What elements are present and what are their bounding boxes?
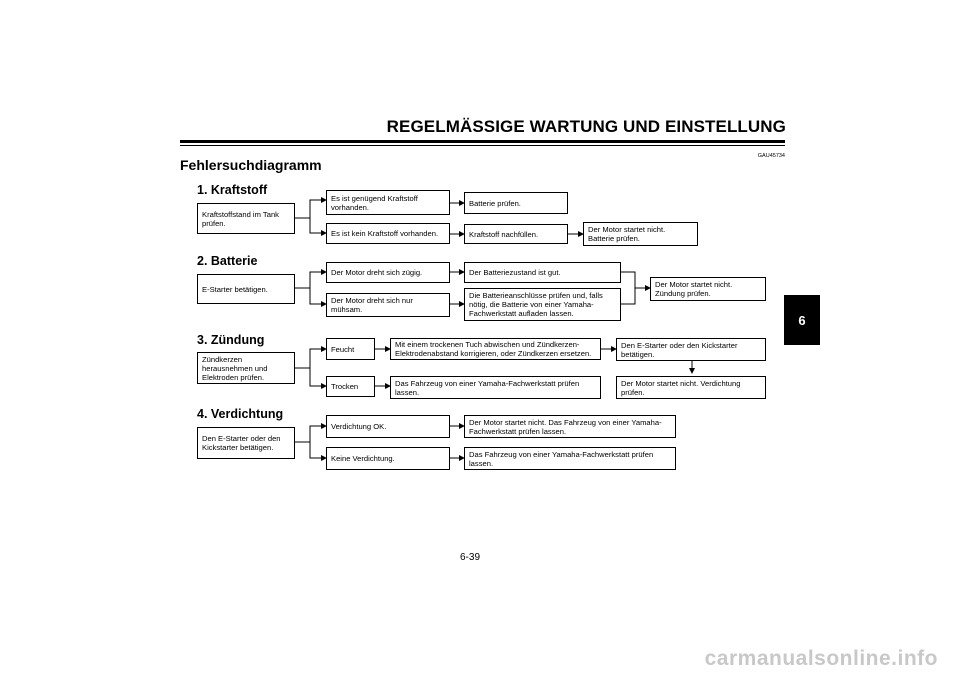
branch-engine-turns-fast: Der Motor dreht sich zügig. [326, 262, 450, 283]
step-press-e-starter: E-Starter betätigen. [197, 274, 295, 304]
chapter-tab: 6 [784, 295, 820, 345]
branch-no-compression: Keine Verdichtung. [326, 447, 450, 470]
step-check-fuel-level: Kraftstoffstand im Tank prüfen. [197, 203, 295, 234]
step-press-starter-compression: Den E-Starter oder den Kickstarter betätigen. [197, 427, 295, 459]
final-check-compression: Der Motor startet nicht. Verdichtung prüfen. [616, 376, 766, 399]
final-engine-not-start-ignition: Der Motor startet nicht. Zündung prüfen. [650, 277, 766, 301]
section-heading-kraftstoff: 1. Kraftstoff [197, 183, 268, 197]
result-clean-spark-plugs: Mit einem trockenen Tuch abwischen und Zündkerzen- Elektrodenabstand korrigieren, oder Zündkerzen ersetzen. [390, 338, 601, 360]
page-title: REGELMÄSSIGE WARTUNG UND EINSTELLUNG [386, 117, 786, 136]
result-dealer-check-compression: Das Fahrzeug von einer Yamaha-Fachwerkstatt prüfen lassen. [464, 447, 676, 470]
section-title: Fehlersuchdiagramm [180, 157, 322, 173]
branch-fuel-present: Es ist genügend Kraftstoff vorhanden. [326, 190, 450, 215]
branch-wet: Feucht [326, 338, 375, 360]
result-dealer-check: Das Fahrzeug von einer Yamaha-Fachwerkstatt prüfen lassen. [390, 376, 601, 399]
section-heading-verdichtung: 4. Verdichtung [197, 407, 284, 421]
result-engine-not-start-dealer: Der Motor startet nicht. Das Fahrzeug von einer Yamaha- Fachwerkstatt prüfen lassen. [464, 415, 676, 438]
section-heading-batterie: 2. Batterie [197, 254, 258, 268]
branch-compression-ok: Verdichtung OK. [326, 415, 450, 438]
branch-dry: Trocken [326, 376, 375, 397]
result-refill-fuel: Kraftstoff nachfüllen. [464, 224, 568, 244]
final-engine-not-start-battery: Der Motor startet nicht. Batterie prüfen. [583, 222, 698, 246]
watermark: carmanualsonline.info [704, 647, 938, 670]
final-press-starter: Den E-Starter oder den Kickstarter betätigen. [616, 338, 766, 361]
result-charge-battery: Die Batterieanschlüsse prüfen und, falls nötig, die Batterie von einer Yamaha- Fachwerkstatt aufladen lassen. [464, 288, 621, 321]
result-check-battery: Batterie prüfen. [464, 192, 568, 214]
result-battery-good: Der Batteriezustand ist gut. [464, 262, 621, 283]
branch-no-fuel: Es ist kein Kraftstoff vorhanden. [326, 223, 450, 244]
step-remove-spark-plugs: Zündkerzen herausnehmen und Elektroden prüfen. [197, 352, 295, 384]
branch-engine-turns-slow: Der Motor dreht sich nur mühsam. [326, 293, 450, 317]
section-heading-zuendung: 3. Zündung [197, 333, 265, 347]
page-number: 6-39 [460, 552, 481, 563]
document-code: GAU45734 [757, 153, 785, 159]
